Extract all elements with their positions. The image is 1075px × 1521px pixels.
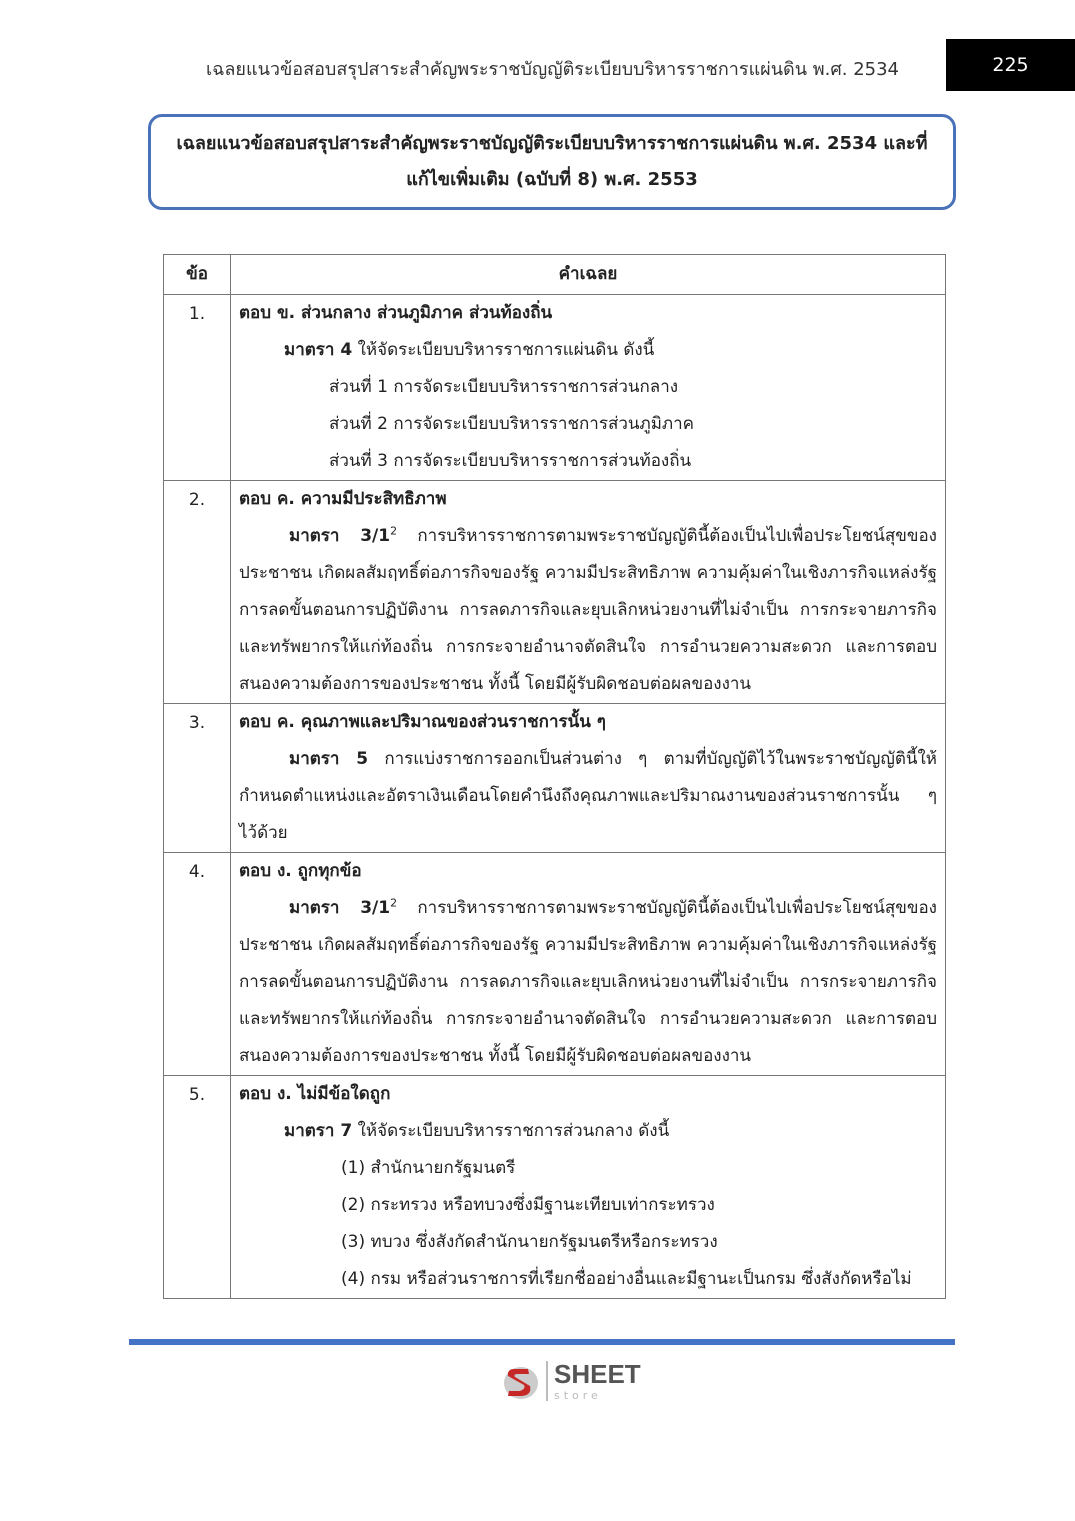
title-box xyxy=(148,114,956,210)
section-ref: มาตรา 5 xyxy=(289,749,369,769)
logo-separator xyxy=(546,1361,548,1401)
answer-line: ตอบ ง. ไม่มีข้อใดถูก xyxy=(239,1084,391,1104)
section-ref: มาตรา 3/1 xyxy=(289,526,391,546)
footnote-ref: 2 xyxy=(390,524,398,538)
column-header-answer: คำเฉลย xyxy=(231,255,946,295)
table-row xyxy=(164,295,946,481)
list-item: (4) กรม หรือส่วนราชการที่เรียกชื่ออย่างอื่นและมีฐานะเป็นกรม ซึ่งสังกัดหรือไม่ xyxy=(341,1269,912,1289)
list-item: (1) สำนักนายกรัฐมนตรี xyxy=(341,1158,516,1178)
table-row xyxy=(164,481,946,704)
list-item: ส่วนที่ 2 การจัดระเบียบบริหารราชการส่วนภูมิภาค xyxy=(329,414,695,434)
answer-cell xyxy=(231,853,946,1076)
sheet-store-logo xyxy=(500,1359,1075,1403)
list-item: (2) กระทรวง หรือทบวงซึ่งมีฐานะเทียบเท่ากระทรวง xyxy=(341,1195,715,1215)
section-text: การแบ่งราชการออกเป็นส่วนต่าง ๆ ตามที่บัญญัติไว้ในพระราชบัญญัตินี้ให้กำหนดตำแหน่งและอัตราเงินเดือนโดยคำนึงถึงคุณภาพและปริมาณงานของส่วนราชการนั้น ๆ ไว้ด้วย xyxy=(239,749,937,843)
logo-wordmark xyxy=(554,1359,641,1403)
section-paragraph xyxy=(239,1113,937,1150)
section-paragraph xyxy=(239,741,937,852)
top-bar xyxy=(0,0,1075,91)
logo-subtext: store xyxy=(554,1389,602,1402)
question-number: 4. xyxy=(164,853,231,1076)
answer-line: ตอบ ค. คุณภาพและปริมาณของส่วนราชการนั้น ๆ xyxy=(239,712,606,732)
question-number: 2. xyxy=(164,481,231,704)
section-ref: มาตรา 3/1 xyxy=(289,898,391,918)
answer-line: ตอบ ค. ความมีประสิทธิภาพ xyxy=(239,489,447,509)
question-number: 5. xyxy=(164,1076,231,1299)
section-ref: มาตรา 7 xyxy=(284,1121,353,1141)
question-number: 3. xyxy=(164,704,231,853)
section-paragraph xyxy=(239,518,937,703)
list-item: ส่วนที่ 3 การจัดระเบียบบริหารราชการส่วนท้องถิ่น xyxy=(329,451,692,471)
table-row xyxy=(164,853,946,1076)
section-ref: มาตรา 4 xyxy=(284,340,353,360)
answer-cell xyxy=(231,481,946,704)
section-text: การบริหารราชการตามพระราชบัญญัตินี้ต้องเป็นไปเพื่อประโยชน์สุขของประชาชน เกิดผลสัมฤทธิ์ต่อภารกิจของรัฐ ความมีประสิทธิภาพ ความคุ้มค่าในเชิงภารกิจแหล่งรัฐ การลดขั้นตอนการปฏิบัติงาน การลดภารกิจและยุบเลิกหน่วยงานที่ไม่จำเป็น การกระจายภารกิจและทรัพยากรให้แก่ท้องถิ่น การกระจายอำนาจตัดสินใจ การอำนวยความสะดวก และการตอบสนองความต้องการของประชาชน ทั้งนี้ โดยมีผู้รับผิดชอบต่อผลของงาน xyxy=(239,526,937,694)
logo-s-icon xyxy=(500,1361,540,1401)
list-item: ส่วนที่ 1 การจัดระเบียบบริหารราชการส่วนกลาง xyxy=(329,377,679,397)
page-number: 225 xyxy=(946,39,1075,91)
footer xyxy=(0,1299,1075,1433)
section-paragraph xyxy=(239,890,937,1075)
answer-line: ตอบ ง. ถูกทุกข้อ xyxy=(239,861,362,881)
answer-line: ตอบ ข. ส่วนกลาง ส่วนภูมิภาค ส่วนท้องถิ่น xyxy=(239,303,553,323)
footer-rule xyxy=(129,1339,955,1345)
title-line-1: เฉลยแนวข้อสอบสรุปสาระสำคัญพระราชบัญญัติระเบียบบริหารราชการแผ่นดิน พ.ศ. 2534 และที่ xyxy=(176,133,928,154)
title-line-2: แก้ไขเพิ่มเติม (ฉบับที่ 8) พ.ศ. 2553 xyxy=(406,169,698,190)
answer-cell xyxy=(231,1076,946,1299)
question-number: 1. xyxy=(164,295,231,481)
answer-table xyxy=(163,254,946,1299)
table-row xyxy=(164,1076,946,1299)
section-text: ให้จัดระเบียบบริหารราชการแผ่นดิน ดังนี้ xyxy=(352,340,655,360)
running-header: เฉลยแนวข้อสอบสรุปสาระสำคัญพระราชบัญญัติระเบียบบริหารราชการแผ่นดิน พ.ศ. 2534 xyxy=(205,59,900,80)
column-header-no: ข้อ xyxy=(164,255,231,295)
answer-cell xyxy=(231,704,946,853)
answer-cell xyxy=(231,295,946,481)
table-row xyxy=(164,704,946,853)
section-text: การบริหารราชการตามพระราชบัญญัตินี้ต้องเป็นไปเพื่อประโยชน์สุขของประชาชน เกิดผลสัมฤทธิ์ต่อภารกิจของรัฐ ความมีประสิทธิภาพ ความคุ้มค่าในเชิงภารกิจแหล่งรัฐ การลดขั้นตอนการปฏิบัติงาน การลดภารกิจและยุบเลิกหน่วยงานที่ไม่จำเป็น การกระจายภารกิจและทรัพยากรให้แก่ท้องถิ่น การกระจายอำนาจตัดสินใจ การอำนวยความสะดวก และการตอบสนองความต้องการของประชาชน ทั้งนี้ โดยมีผู้รับผิดชอบต่อผลของงาน xyxy=(239,898,937,1066)
list-item: (3) ทบวง ซึ่งสังกัดสำนักนายกรัฐมนตรีหรือกระทรวง xyxy=(341,1232,718,1252)
section-paragraph xyxy=(239,332,937,369)
table-header-row xyxy=(164,255,946,295)
logo-text: SHEET xyxy=(554,1359,641,1389)
section-text: ให้จัดระเบียบบริหารราชการส่วนกลาง ดังนี้ xyxy=(352,1121,670,1141)
footnote-ref: 2 xyxy=(390,896,398,910)
